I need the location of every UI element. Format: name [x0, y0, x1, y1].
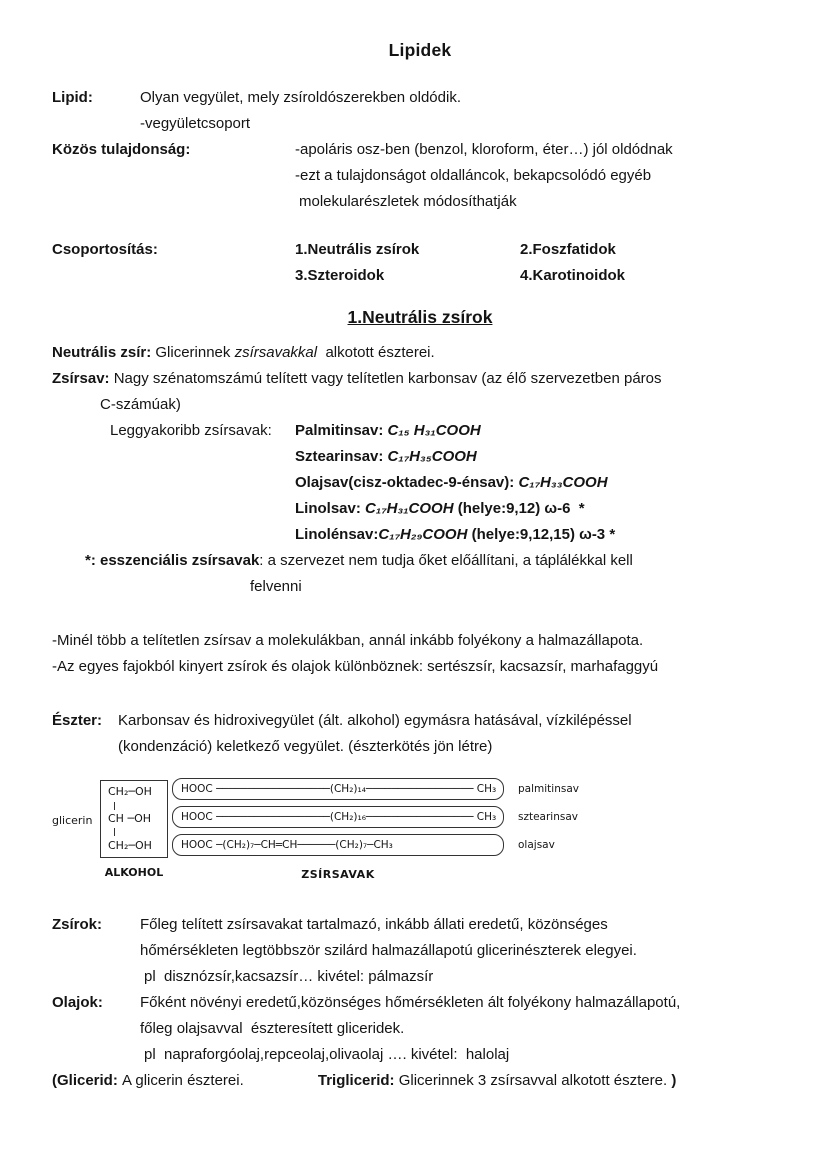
- line-lipid: [52, 85, 788, 111]
- text-segment: -vegyületcsoport: [140, 115, 251, 132]
- text-segment: Főleg telített zsírsavakat tartalmazó, inkább állati eredetű, közönséges: [140, 916, 608, 933]
- text-segment: (Glicerid:: [52, 1072, 118, 1089]
- glycerol-structure-box: [100, 780, 168, 858]
- text-segment: 1.Neutrális zsírok: [295, 241, 420, 258]
- stearic-acid-box: HOOC ──────────────────(CH₂)₁₆───────────────── CH₃: [172, 806, 504, 828]
- text-segment: C₁₇H₃₅COOH: [387, 448, 477, 465]
- text-segment: (kondenzáció) keletkező vegyület. (észterkötés jön létre): [118, 738, 493, 755]
- stearic-acid-label: sztearinsav: [518, 811, 579, 823]
- text-segment: Észter:: [52, 712, 103, 729]
- line-esszencialis-2: [52, 574, 788, 600]
- text-segment: zsírsavakkal: [234, 344, 318, 361]
- text-segment: Csoportosítás:: [52, 241, 158, 258]
- text-segment: pl napraforgóolaj,repceolaj,olivaolaj …. kivétel: halolaj: [144, 1046, 510, 1063]
- text-segment: Linolénsav:: [295, 526, 379, 543]
- section-heading: [52, 307, 788, 328]
- text-segment: A glicerin észterei.: [117, 1072, 244, 1089]
- fatty-acids-caption: ZSÍRSAVAK: [301, 868, 375, 881]
- alcohol-caption: ALKOHOL: [104, 866, 164, 879]
- text-segment: Közös tulajdonság:: [52, 141, 191, 158]
- text-segment: : a szervezet nem tudja őket előállítani, a táplálékkal kell: [259, 552, 633, 569]
- text-segment: Olyan vegyület, mely zsíroldószerekben oldódik.: [140, 89, 461, 106]
- line-olajsav: [52, 470, 788, 496]
- text-segment: 2.Foszfatidok: [520, 241, 616, 258]
- line-lipid-2: [52, 111, 788, 137]
- text-segment: Neutrális zsír:: [52, 344, 152, 361]
- line-olajok-3: [52, 1042, 788, 1068]
- text-segment: 3.Szteroidok: [295, 267, 385, 284]
- text-segment: *: esszenciális zsírsavak: [85, 552, 260, 569]
- palmitic-acid-label: palmitinsav: [518, 783, 579, 795]
- text-segment: Linolsav:: [295, 500, 366, 517]
- line-kozos-2: [52, 163, 788, 189]
- text-segment: Palmitinsav:: [295, 422, 388, 439]
- line-esszencialis-1: [52, 548, 788, 574]
- text-segment: molekularészletek módosíthatják: [299, 193, 517, 210]
- text-segment: főleg olajsavval észteresített gliceridek.: [140, 1020, 405, 1037]
- spacer: [52, 600, 788, 628]
- line-neutralis-zsir: [52, 340, 788, 366]
- line-olajok-1: [52, 990, 788, 1016]
- section-heading-text: 1.Neutrális zsírok: [347, 307, 493, 327]
- text-segment: Sztearinsav:: [295, 448, 388, 465]
- text-segment: C₁₅ H₃₁COOH: [387, 422, 481, 439]
- line-linolsav: [52, 496, 788, 522]
- line-eszter-1: [52, 708, 788, 734]
- text-segment: Leggyakoribb zsírsavak:: [110, 422, 272, 439]
- spacer: [52, 215, 788, 237]
- text-segment: -ezt a tulajdonságot oldalláncok, bekapcsolódó egyéb: [295, 167, 652, 184]
- palmitic-acid-box: HOOC ──────────────────(CH₂)₁₄───────────────── CH₃: [172, 778, 504, 800]
- document-body-top: [52, 85, 788, 760]
- text-segment: C₁₇H₂₉COOH: [378, 526, 468, 543]
- line-zsirok-3: [52, 964, 788, 990]
- line-csoportositas-2: [52, 263, 788, 289]
- text-segment: -Az egyes fajokból kinyert zsírok és olajok különböznek: sertészsír, kacsazsír, marhafaggyú: [52, 658, 659, 675]
- text-segment: C₁₇H₃₃COOH: [518, 474, 608, 491]
- text-segment: C-számúak): [100, 396, 181, 413]
- text-segment: felvenni: [250, 578, 302, 595]
- line-sztearinsav: [52, 444, 788, 470]
- line-palmitinsav: [52, 418, 788, 444]
- text-segment: Nagy szénatomszámú telített vagy telítetlen karbonsav (az élő szervezetben páros: [109, 370, 662, 387]
- text-segment: Lipid:: [52, 89, 93, 106]
- line-linolensav: [52, 522, 788, 548]
- text-segment: hőmérsékleten legtöbbször szilárd halmazállapotú glicerinészterek elegyei.: [140, 942, 637, 959]
- line-kozos-1: [52, 137, 788, 163]
- fatty-acid-column: [172, 778, 579, 862]
- fatty-acid-row: [172, 806, 579, 828]
- text-segment: pl disznózsír,kacsazsír… kivétel: pálmazsír: [144, 968, 434, 985]
- line-glicerid: [52, 1068, 788, 1094]
- glycerol-row: CH₂─OH: [108, 785, 152, 798]
- text-segment: Zsírsav:: [52, 370, 110, 387]
- line-zsirsav-2: [52, 392, 788, 418]
- line-kozos-3: [52, 189, 788, 215]
- text-segment: Főként növényi eredetű,közönséges hőmérsékleten ált folyékony halmazállapotú,: [140, 994, 681, 1011]
- text-segment: alkotott észterei.: [317, 344, 435, 361]
- text-segment: Karbonsav és hidroxivegyület (ált. alkohol) egymásra hatásával, vízkilépéssel: [118, 712, 632, 729]
- text-segment: Olajsav(cisz-oktadec-9-énsav):: [295, 474, 519, 491]
- line-az-egyes: [52, 654, 788, 680]
- line-zsirok-2: [52, 938, 788, 964]
- line-eszter-2: [52, 734, 788, 760]
- text-segment: Glicerinnek: [151, 344, 235, 361]
- spacer: [52, 680, 788, 708]
- ester-diagram: [52, 778, 788, 892]
- text-segment: 4.Karotinoidok: [520, 267, 626, 284]
- fatty-acid-row: [172, 778, 579, 800]
- text-segment: (helye:9,12) ω-6 *: [453, 500, 585, 517]
- text-segment: Zsírok:: [52, 916, 103, 933]
- text-segment: Glicerinnek 3 zsírsavval alkotott észtere.: [394, 1072, 672, 1089]
- line-csoportositas-1: [52, 237, 788, 263]
- line-zsirsav-1: [52, 366, 788, 392]
- document-body-bottom: [52, 912, 788, 1094]
- glycerin-label: glicerin: [52, 814, 93, 827]
- fatty-acid-row: [172, 834, 579, 856]
- text-segment: (helye:9,12,15) ω-3 *: [467, 526, 616, 543]
- line-minel-tobb: [52, 628, 788, 654]
- text-segment: -apoláris osz-ben (benzol, kloroform, éter…) jól oldódnak: [295, 141, 673, 158]
- oleic-acid-label: olajsav: [518, 839, 555, 851]
- line-zsirok-1: [52, 912, 788, 938]
- text-segment: Triglicerid:: [317, 1072, 395, 1089]
- text-segment: -Minél több a telítetlen zsírsav a molekulákban, annál inkább folyékony a halmazállapota.: [52, 632, 644, 649]
- text-segment: Olajok:: [52, 994, 103, 1011]
- glycerol-row: CH ─OH: [108, 811, 152, 825]
- text-segment: ): [671, 1072, 677, 1089]
- page-title: Lipidek: [388, 40, 452, 60]
- oleic-acid-box: HOOC ─(CH₂)₇─CH═CH──────(CH₂)₇─CH₃: [172, 834, 504, 856]
- line-olajok-2: [52, 1016, 788, 1042]
- glycerol-row: CH₂─OH: [108, 838, 152, 852]
- text-segment: C₁₇H₃₁COOH: [365, 500, 454, 517]
